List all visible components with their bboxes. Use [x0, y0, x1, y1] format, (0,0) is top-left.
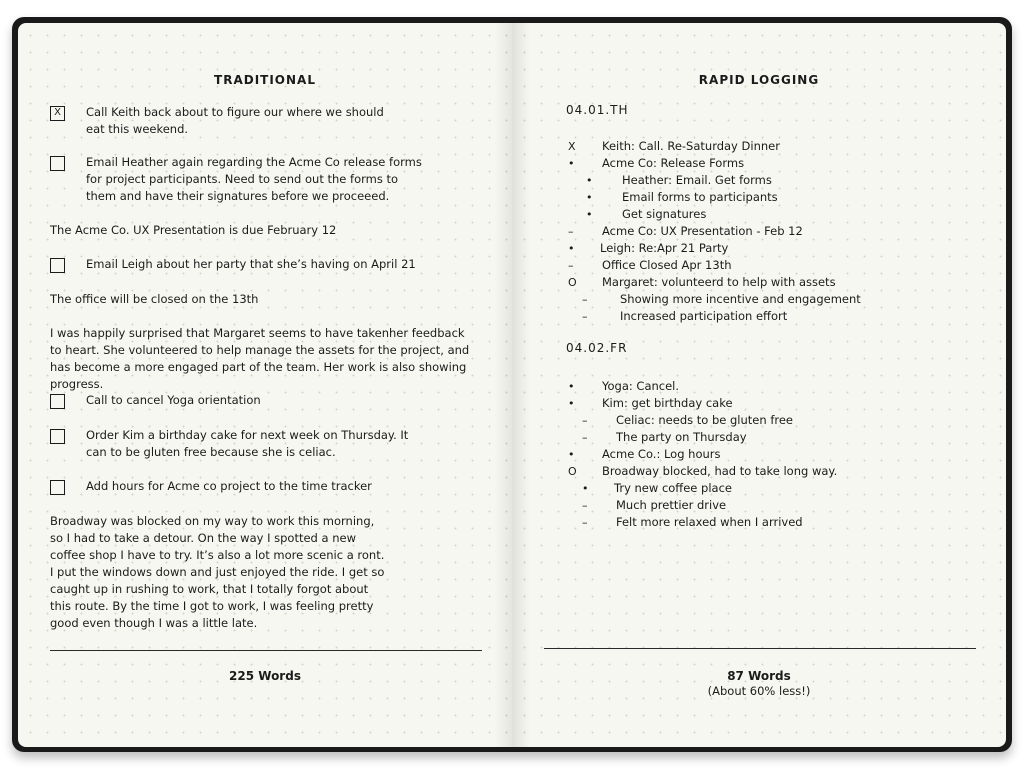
- log-symbol: •: [568, 242, 575, 255]
- checklist-item[interactable]: [50, 427, 480, 463]
- item-text: Call to cancel Yoga orientation: [86, 393, 261, 407]
- word-count: [512, 669, 1006, 698]
- log-entry: [512, 463, 1006, 480]
- rapid-logging-heading: RAPID LOGGING: [698, 73, 820, 87]
- log-text: Much prettier drive: [616, 498, 727, 512]
- item-text: Order Kim a birthday cake for next week on Thursday. It can to be gluten free because she is celiac.: [86, 428, 409, 459]
- checkbox[interactable]: [50, 394, 65, 409]
- checklist-item[interactable]: [50, 256, 480, 276]
- log-symbol: –: [568, 259, 574, 272]
- log-symbol: •: [568, 157, 575, 170]
- log-text: Acme Co.: Log hours: [602, 447, 721, 461]
- note-text: The Acme Co. UX Presentation is due February 12: [50, 223, 337, 237]
- log-symbol: O: [568, 276, 577, 289]
- log-symbol: –: [582, 516, 588, 529]
- log-symbol: X: [568, 140, 576, 153]
- log-entry: [512, 223, 1006, 240]
- log-symbol: –: [582, 499, 588, 512]
- checklist-item[interactable]: [50, 478, 480, 498]
- log-symbol: •: [586, 174, 593, 187]
- log-entry: [512, 138, 1006, 155]
- log-entry: [512, 308, 1006, 325]
- log-entry: [512, 172, 1006, 189]
- log-text: The party on Thursday: [616, 430, 747, 444]
- log-entry: [512, 189, 1006, 206]
- item-text: Add hours for Acme co project to the time tracker: [86, 479, 372, 493]
- log-symbol: •: [568, 380, 575, 393]
- log-text: Office Closed Apr 13th: [602, 258, 732, 272]
- log-text: Celiac: needs to be gluten free: [616, 413, 793, 427]
- item-text: Call Keith back about to figure our where we should eat this weekend.: [86, 105, 384, 136]
- word-count-value: 225 Words: [229, 669, 301, 683]
- log-text: Yoga: Cancel.: [602, 379, 680, 393]
- log-symbol: •: [586, 208, 593, 221]
- log-text: Try new coffee place: [614, 481, 732, 495]
- log-symbol: –: [582, 414, 588, 427]
- log-text: Felt more relaxed when I arrived: [616, 515, 803, 529]
- log-entry: [512, 412, 1006, 429]
- log-text: Heather: Email. Get forms: [622, 173, 772, 187]
- log-entry: [512, 257, 1006, 274]
- checkbox-checked[interactable]: X: [50, 106, 65, 121]
- log-symbol: •: [568, 397, 575, 410]
- log-entry: [512, 155, 1006, 172]
- checklist-item[interactable]: [50, 392, 480, 412]
- log-entry: [512, 429, 1006, 446]
- checkbox[interactable]: [50, 156, 65, 171]
- log-symbol: •: [586, 191, 593, 204]
- log-text: Broadway blocked, had to take long way.: [602, 464, 838, 478]
- log-text: Margaret: volunteerd to help with assets: [602, 275, 836, 289]
- note-paragraph: Broadway was blocked on my way to work this morning, so I had to take a detour. On the way I spotted a new coffee shop I have to try. It’s also a lot more scenic a ront. I put the windows down and just enjoyed the ride. I get so caught up in rushing to work, that I totally forgot about this route. By the time I got to work, I was feeling pretty good even though I was a little late.: [50, 514, 385, 630]
- log-entry: [512, 480, 1006, 497]
- item-text: Email Leigh about her party that she’s having on April 21: [86, 257, 416, 271]
- word-count: [18, 669, 512, 683]
- word-count-note: (About 60% less!): [707, 684, 811, 698]
- divider: [544, 648, 976, 649]
- checkbox[interactable]: [50, 258, 65, 273]
- right-page: [512, 23, 1006, 747]
- note-paragraph: I was happily surprised that Margaret seems to have takenher feedback to heart. She volunteered to help manage the assets for the project, and has become a more engaged part of the team. Her work is also showing progress.: [50, 326, 470, 391]
- log-symbol: –: [568, 225, 574, 238]
- checkbox[interactable]: [50, 429, 65, 444]
- log-entry: [512, 291, 1006, 308]
- log-entry: [512, 497, 1006, 514]
- log-symbol: •: [582, 482, 589, 495]
- log-text: Kim: get birthday cake: [602, 396, 733, 410]
- log-entry: [512, 514, 1006, 531]
- log-entry: [512, 395, 1006, 412]
- log-symbol: O: [568, 465, 577, 478]
- notebook: [12, 17, 1012, 752]
- date-header: 04.01.TH: [566, 103, 629, 117]
- note-text: The office will be closed on the 13th: [50, 292, 259, 306]
- log-text: Leigh: Re:Apr 21 Party: [600, 241, 729, 255]
- checklist-item[interactable]: [50, 154, 480, 208]
- log-text: Acme Co: Release Forms: [602, 156, 745, 170]
- log-text: Acme Co: UX Presentation - Feb 12: [602, 224, 803, 238]
- log-entry: [512, 378, 1006, 395]
- checkbox[interactable]: [50, 480, 65, 495]
- log-symbol: •: [568, 448, 575, 461]
- item-text: Email Heather again regarding the Acme Co release forms for project participants. Need to send out the forms to them and have their signatures before we proceeed.: [86, 155, 422, 203]
- log-text: Keith: Call. Re-Saturday Dinner: [602, 139, 780, 153]
- log-symbol: –: [582, 310, 588, 323]
- log-symbol: –: [582, 293, 588, 306]
- word-count-value: 87 Words: [727, 669, 791, 683]
- log-text: Get signatures: [622, 207, 707, 221]
- log-entry: [512, 240, 1006, 257]
- left-page: [18, 23, 512, 747]
- log-text: Showing more incentive and engagement: [620, 292, 861, 306]
- checklist-item[interactable]: [50, 104, 480, 140]
- log-entry: [512, 206, 1006, 223]
- log-text: Email forms to participants: [622, 190, 778, 204]
- traditional-heading: TRADITIONAL: [214, 73, 316, 87]
- log-symbol: –: [582, 431, 588, 444]
- log-text: Increased participation effort: [620, 309, 788, 323]
- log-entry: [512, 446, 1006, 463]
- log-entry: [512, 274, 1006, 291]
- date-header: 04.02.FR: [566, 341, 628, 355]
- divider: [50, 650, 482, 651]
